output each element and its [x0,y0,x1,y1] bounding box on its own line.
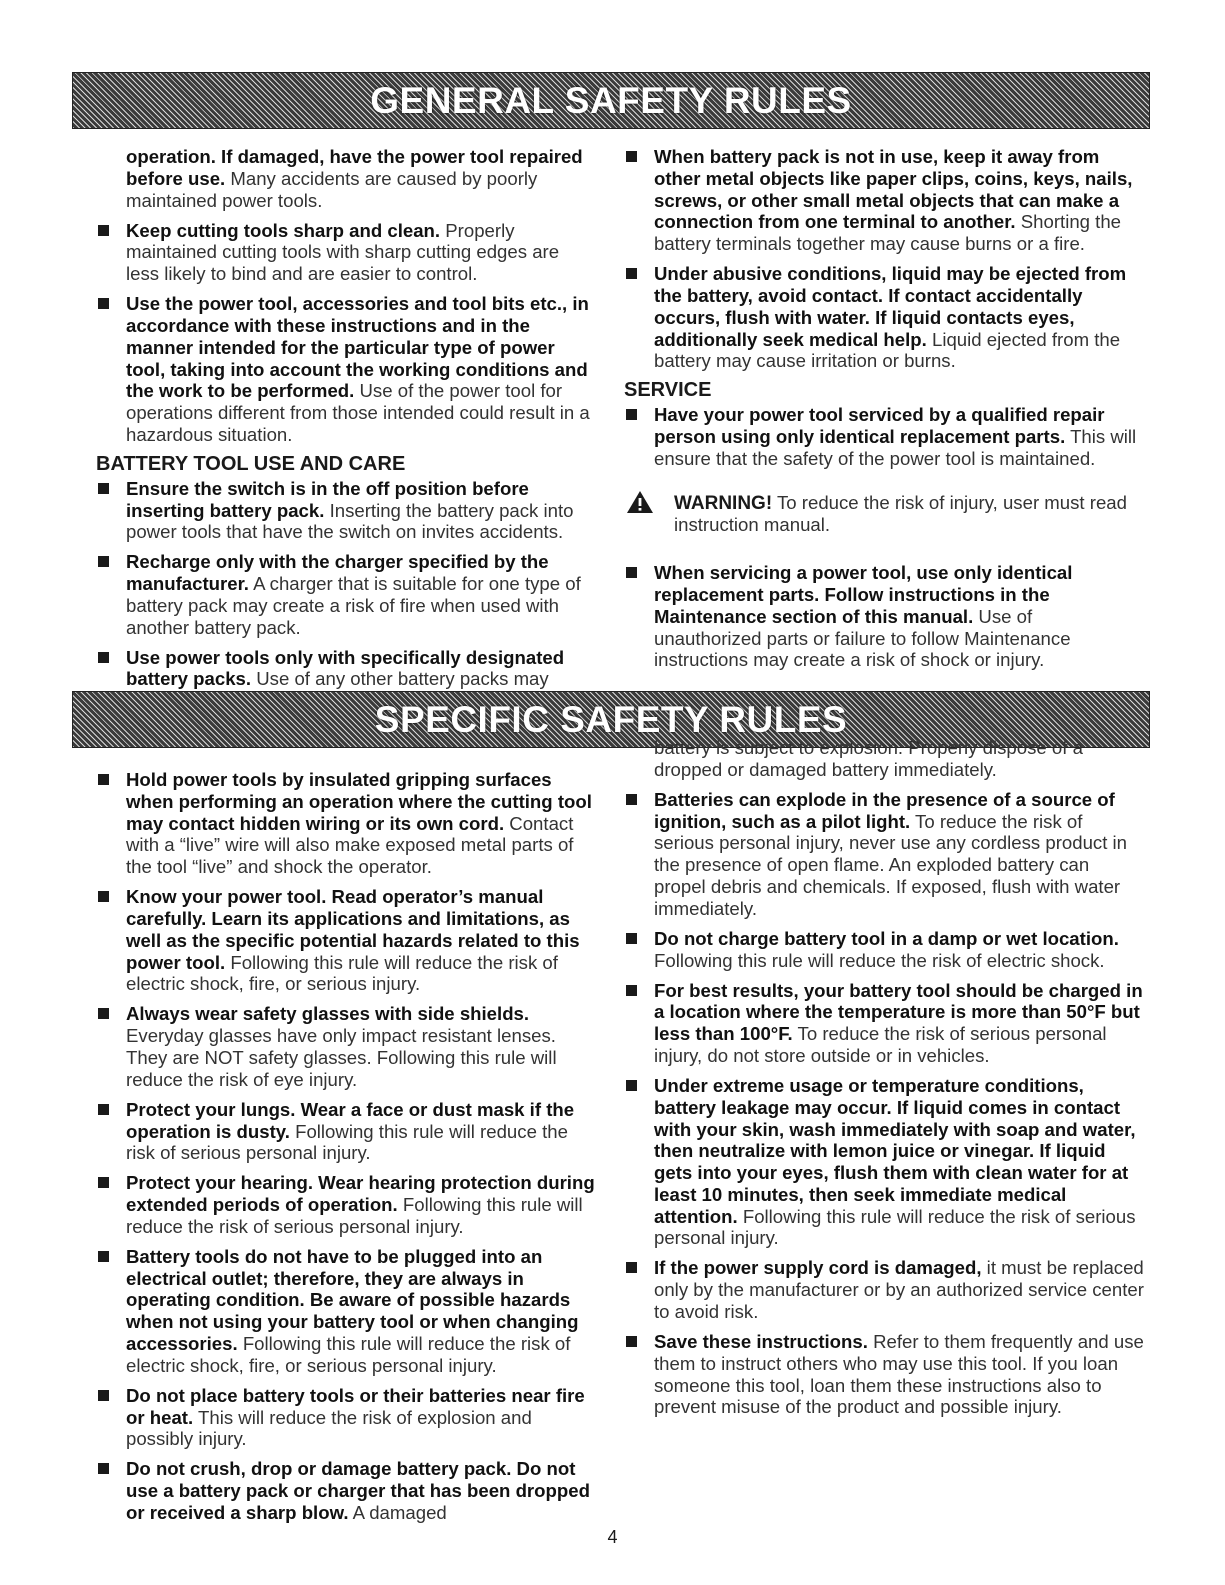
list-item: Protect your hearing. Wear hearing protection during extended periods of operation. Following this rule will reduce the risk of serious personal injury. [96,1172,596,1237]
list-item: Always wear safety glasses with side shields. Everyday glasses have only impact resistant lenses. They are NOT safety glasses. Following this rule will reduce the risk of eye injury. [96,1003,596,1090]
specific-column-left [96,769,596,1532]
list-item: Know your power tool. Read operator’s manual carefully. Learn its applications and limitations, as well as the specific potential hazards related to this power tool. Following this rule will reduce the risk of electric shock, fire, or serious injury. [96,886,596,995]
general-safety-rules-banner [72,72,1150,129]
list-item: Use power tools only with specifically designated battery packs. Use of any other battery packs may [96,647,596,712]
section-heading: SERVICE [624,379,712,402]
list-item: Hold power tools by insulated gripping surfaces when performing an operation where the cutting tool may contact hidden wiring or its own cord. Contact with a “live” wire will also make exposed metal parts of the tool “live” and shock the operator. [96,769,596,878]
list-item: Have your power tool serviced by a qualified repair person using only identical replacement parts. This will ensure that the safety of the power tool is maintained. [624,404,1144,469]
list-item: Protect your lungs. Wear a face or dust mask if the operation is dusty. Following this rule will reduce the risk of serious personal injury. [96,1099,596,1164]
list-item: If the power supply cord is damaged, it must be replaced only by the manufacturer or by an authorized service center to avoid risk. [624,1257,1144,1322]
list-item: Under extreme usage or temperature conditions, battery leakage may occur. If liquid comes in contact with your skin, wash immediately with soap and water, then neutralize with lemon juice or vinegar. If liquid gets into your eyes, flush them with clean water for at least 10 minutes, then seek immediate medical attention. Following this rule will reduce the risk of serious personal injury. [624,1075,1144,1249]
banner-title: GENERAL SAFETY RULES [370,79,852,121]
list-item: For best results, your battery tool should be charged in a location where the temperature is more than 50°F but less than 100°F. To reduce the risk of serious personal injury, do not store outside or in vehicles. [624,980,1144,1067]
list-item: Keep cutting tools sharp and clean. Properly maintained cutting tools with sharp cutting edges are less likely to bind and are easier to control. [96,220,596,285]
list-item: When servicing a power tool, use only identical replacement parts. Follow instructions in the Maintenance section of this manual. Use of unauthorized parts or failure to follow Maintenance instructions may create a risk of shock or injury. [624,562,1144,671]
list-item: operation. If damaged, have the power tool repaired before use. Many accidents are caused by poorly maintained power tools. [126,146,583,211]
list-item: When battery pack is not in use, keep it away from other metal objects like paper clips, coins, keys, nails, screws, or other small metal objects that can make a connection from one terminal to another. Shorting the battery terminals together may cause burns or a fire. [624,146,1144,255]
section-heading: BATTERY TOOL USE AND CARE [96,452,406,475]
list-item: Under abusive conditions, liquid may be ejected from the battery, avoid contact. If contact accidentally occurs, flush with water. If liquid contacts eyes, additionally seek medical help. Liquid ejected from the battery may cause irritation or burns. [624,263,1144,372]
list-item: Do not charge battery tool in a damp or wet location. Following this rule will reduce the risk of electric shock. [624,928,1144,972]
specific-column-right [624,737,1144,1426]
list-item: Save these instructions. Refer to them frequently and use them to instruct others who may use this tool. If you loan someone this tool, loan them these instructions also to prevent misuse of the product and possible injury. [624,1331,1144,1418]
list-item: Do not crush, drop or damage battery pack. Do not use a battery pack or charger that has been dropped or received a sharp blow. A damaged [96,1458,596,1523]
list-item: Do not place battery tools or their batteries near fire or heat. This will reduce the risk of explosion and possibly injury. [96,1385,596,1450]
banner-title: SPECIFIC SAFETY RULES [374,698,848,740]
warning-notice: WARNING! To reduce the risk of injury, user must read instruction manual. [624,492,1144,537]
warning-triangle-icon [626,490,654,514]
list-item: Batteries can explode in the presence of a source of ignition, such as a pilot light. To reduce the risk of serious personal injury, never use any cordless product in the presence of open flame. An exploded battery can propel debris and chemicals. If exposed, flush with water immediately. [624,789,1144,920]
warning-title: WARNING! [674,492,773,514]
list-item: Use the power tool, accessories and tool bits etc., in accordance with these instructions and in the manner intended for the particular type of power tool, taking into account the working conditions and the work to be performed. Use of the power tool for operations different from those intended could result in a hazardous situation. [96,293,596,446]
list-item: Battery tools do not have to be plugged into an electrical outlet; therefore, they are always in operating condition. Be aware of possible hazards when not using your battery tool or when changing accessories. Following this rule will reduce the risk of electric shock, fire, or serious personal injury. [96,1246,596,1377]
list-item: Recharge only with the charger specified by the manufacturer. A charger that is suitable for one type of battery pack may create a risk of fire when used with another battery pack. [96,551,596,638]
page-number: 4 [607,1527,618,1547]
general-column-right [624,146,1144,679]
general-column-left [96,146,596,720]
list-item: Ensure the switch is in the off position before inserting battery pack. Inserting the battery pack into power tools that have the switch on invites accidents. [96,478,596,543]
list-item: battery is subject to explosion. Properly dispose of a dropped or damaged battery immediately. [654,737,1083,780]
